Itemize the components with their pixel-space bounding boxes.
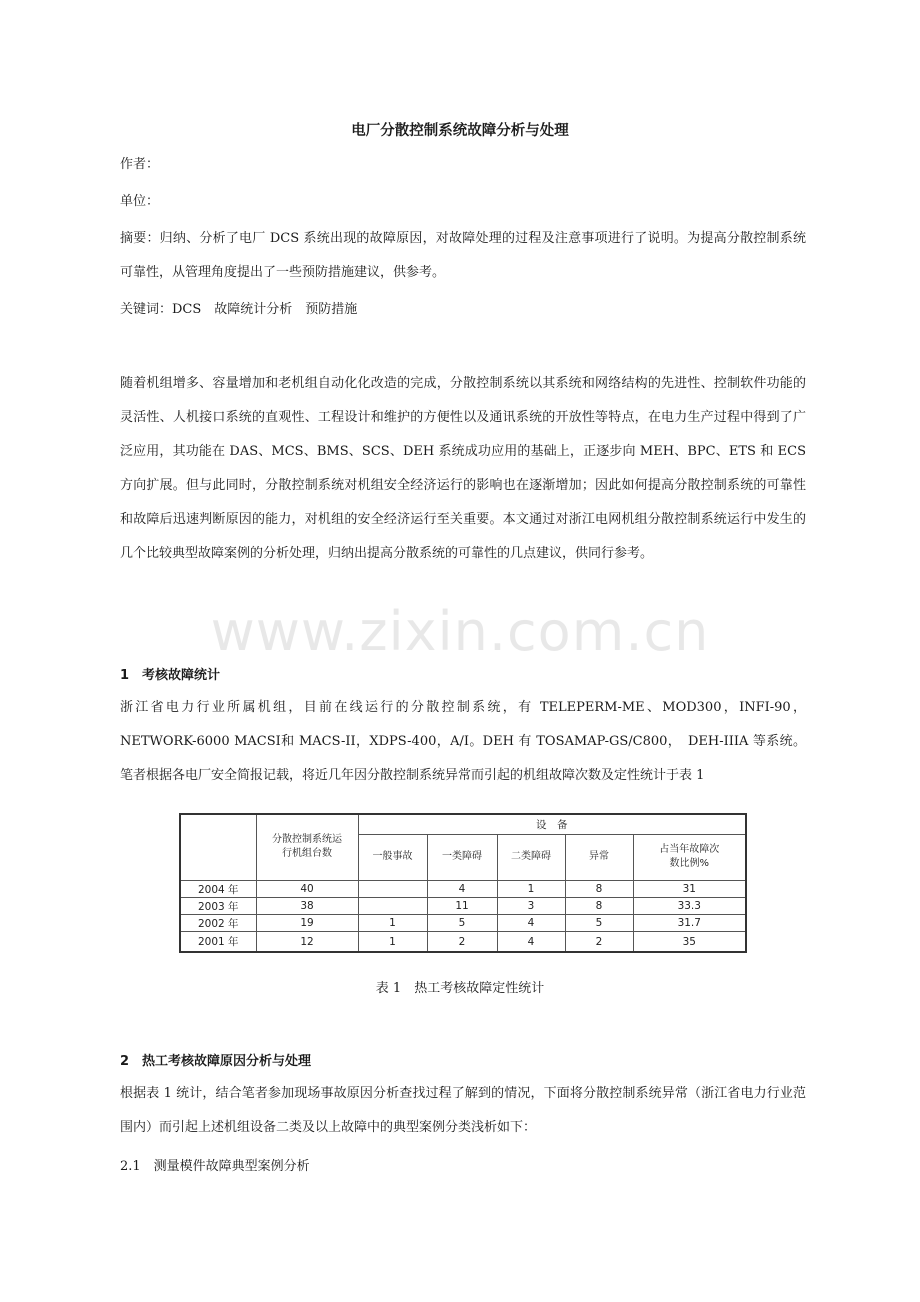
row-ratio: 33.3 xyxy=(633,898,746,915)
row-units: 12 xyxy=(256,932,358,952)
table-row xyxy=(180,898,746,915)
document-title: 电厂分散控制系统故障分析与处理 xyxy=(351,123,569,139)
row-year: 2003 年 xyxy=(180,898,256,915)
row-ratio: 35 xyxy=(633,932,746,952)
header-units: 分散控制系统运行机组台数 xyxy=(256,814,358,880)
row-year: 2004 年 xyxy=(180,880,256,897)
row-year: 2002 年 xyxy=(180,915,256,932)
row-c4: 2 xyxy=(565,932,633,952)
row-ratio: 31.7 xyxy=(633,915,746,932)
row-c2: 2 xyxy=(427,932,497,952)
watermark: www.zixin.com.cn xyxy=(210,600,710,663)
subsection-2-1-heading: 2.1 测量模件故障典型案例分析 xyxy=(120,1159,310,1174)
section-1-heading xyxy=(120,664,220,683)
row-units: 38 xyxy=(256,898,358,915)
row-c3: 3 xyxy=(497,898,565,915)
author-line: 作者： xyxy=(120,157,160,172)
row-units: 40 xyxy=(256,880,358,897)
row-c2: 11 xyxy=(427,898,497,915)
row-c4: 8 xyxy=(565,898,633,915)
table-caption: 表 1 热工考核故障定性统计 xyxy=(375,981,545,996)
header-group: 设 备 xyxy=(358,814,746,834)
table-row xyxy=(180,915,746,932)
section-2-paragraph: 根据表 1 统计，结合笔者参加现场事故原因分析查找过程了解到的情况，下面将分散控制系统异常（浙江省电力行业范围内）而引起上述机组设备二类及以上故障中的典型案例分类浅析如下： xyxy=(120,1086,806,1135)
row-c4: 8 xyxy=(565,880,633,897)
row-c3: 4 xyxy=(497,915,565,932)
header-ratio: 占当年故障次数比例% xyxy=(633,834,746,880)
header-col-2: 一类障碍 xyxy=(427,834,497,880)
section-2-heading xyxy=(120,1050,311,1069)
section-title: 考核故障统计 xyxy=(142,668,221,683)
fault-statistics-table xyxy=(179,813,747,953)
keywords-line: 关键词：DCS 故障统计分析 预防措施 xyxy=(120,302,358,317)
row-c1: 1 xyxy=(358,915,427,932)
row-c3: 1 xyxy=(497,880,565,897)
row-ratio: 31 xyxy=(633,880,746,897)
table-row xyxy=(180,880,746,897)
row-c1 xyxy=(358,898,427,915)
section-number: 1 xyxy=(120,668,130,683)
header-col-3: 二类障碍 xyxy=(497,834,565,880)
row-c3: 4 xyxy=(497,932,565,952)
row-c2: 5 xyxy=(427,915,497,932)
section-title: 热工考核故障原因分析与处理 xyxy=(142,1054,312,1069)
table-corner-cell xyxy=(180,814,256,880)
row-units: 19 xyxy=(256,915,358,932)
header-col-4: 异常 xyxy=(565,834,633,880)
section-1-paragraph: 浙江省电力行业所属机组，目前在线运行的分散控制系统，有 TELEPERM-ME、MOD300，INFI-90，NETWORK-6000 MACSI和 MACS-II，XDPS-400，A/I。DEH 有 TOSAMAP-GS/C800， DEH-IIIA 等系统。笔者根据各电厂安全简报记载，将近几年因分散控制系统异常而引起的机组故障次数及定性统计于表 1 xyxy=(120,700,806,783)
row-c4: 5 xyxy=(565,915,633,932)
row-c2: 4 xyxy=(427,880,497,897)
abstract-paragraph: 摘要：归纳、分析了电厂 DCS 系统出现的故障原因，对故障处理的过程及注意事项进行了说明。为提高分散控制系统可靠性，从管理角度提出了一些预防措施建议，供参考。 xyxy=(120,231,806,280)
row-c1 xyxy=(358,880,427,897)
section-number: 2 xyxy=(120,1054,130,1069)
row-year: 2001 年 xyxy=(180,932,256,952)
table-row xyxy=(180,932,746,952)
header-col-1: 一般事故 xyxy=(358,834,427,880)
unit-line: 单位： xyxy=(120,194,160,209)
row-c1: 1 xyxy=(358,932,427,952)
intro-paragraph: 随着机组增多、容量增加和老机组自动化化改造的完成，分散控制系统以其系统和网络结构的先进性、控制软件功能的灵活性、人机接口系统的直观性、工程设计和维护的方便性以及通讯系统的开放性等特点，在电力生产过程中得到了广泛应用，其功能在 DAS、MCS、BMS、SCS、DEH 系统成功应用的基础上，正逐步向 MEH、BPC、ETS 和 ECS 方向扩展。但与此同时，分散控制系统对机组安全经济运行的影响也在逐渐增加；因此如何提高分散控制系统的可靠性和故障后迅速判断原因的能力，对机组的安全经济运行至关重要。本文通过对浙江电网机组分散控制系统运行中发生的几个比较典型故障案例的分析处理，归纳出提高分散系统的可靠性的几点建议，供同行参考。 xyxy=(120,376,806,561)
